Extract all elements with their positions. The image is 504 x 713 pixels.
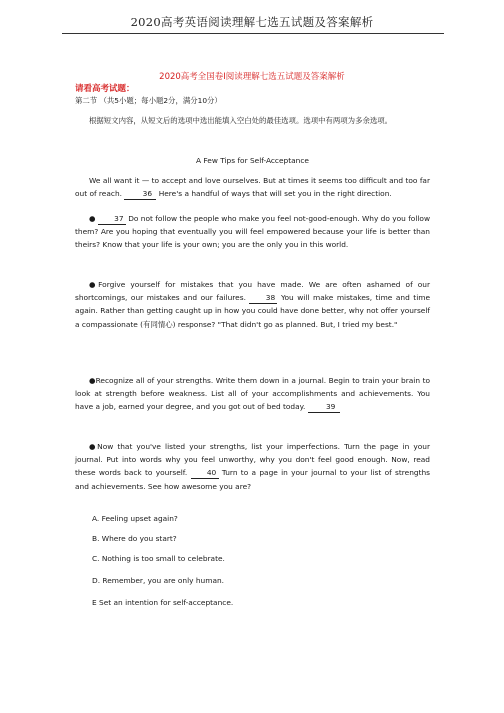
option-d: D. Remember, you are only human.	[92, 576, 225, 585]
option-a: A. Feeling upset again?	[92, 514, 178, 523]
answer-blank-37: 37	[98, 214, 126, 225]
paragraph-tip-2	[75, 278, 430, 331]
paragraph-text: Turn to a page in your journal to your list of strengths and achievements. See how awesome you are?	[75, 468, 431, 491]
bullet-icon: ●	[89, 214, 96, 223]
paragraph-tip-1	[75, 212, 430, 252]
paragraph-text: We all want it — to accept and love ourselves. But at times it seems too difficult and too far out of reach.	[75, 176, 430, 199]
answer-blank-39: 39	[308, 402, 340, 413]
paragraph-text: You will make mistakes, time and time again. Rather than getting caught up in how you could have done better, why not offer yourself a compassionate (有同情心) response? "That didn't go as planned. But, I tried my best."	[75, 293, 430, 329]
paragraph-text: ●Now that you've listed your strengths, list your imperfections. Turn the page in your journal. Put into words why you feel unworthy, why you don't feel good enough. Now, read these words back to yourself.	[75, 442, 430, 478]
option-c: C. Nothing is too small to celebrate.	[92, 554, 225, 563]
article-title: A Few Tips for Self-Acceptance	[196, 156, 309, 165]
option-e: E Set an intention for self-acceptance.	[92, 598, 234, 607]
instructions-paragraph: 根据短文内容，从短文后的选项中选出能填入空白处的最佳选项。选项中有两项为多余选项。	[89, 116, 393, 125]
answer-blank-36: 36	[124, 189, 156, 200]
paragraph-text: Here's a handful of ways that will set you in the right direction.	[158, 189, 392, 199]
header-divider	[62, 33, 444, 34]
paragraph-text: ●Forgive yourself for mistakes that you have made. We are often ashamed of our shortcomings, our mistakes and our failures.	[75, 280, 430, 303]
answer-blank-38: 38	[249, 293, 277, 304]
options-list	[92, 512, 392, 612]
option-b: B. Where do you start?	[92, 534, 177, 543]
paragraph-tip-3	[75, 374, 430, 414]
paragraph-tip-4	[75, 440, 430, 493]
paragraph-intro	[75, 174, 430, 200]
intro-label: 请看高考试题：	[75, 84, 135, 94]
page-header-title: 2020高考英语阅读理解七选五试题及答案解析	[130, 15, 374, 29]
document-title: 2020高考全国卷I阅读理解七选五试题及答案解析	[159, 72, 345, 82]
section-heading: 第二节 （共5小题；每小题2分，满分10分）	[75, 96, 222, 105]
answer-blank-40: 40	[191, 468, 219, 479]
paragraph-text: Do not follow the people who make you feel not-good-enough. Why do you follow them? Are you hoping that eventually you will feel empowered because your life is better than theirs? Know that your life is your own; you are the only you in this world.	[75, 214, 430, 250]
paragraph-text: ●Recognize all of your strengths. Write them down in a journal. Begin to train your brain to look at strength before weakness. List all of your accomplishments and achievements. You have a job, earned your degree, and you got out of bed today.	[75, 376, 430, 412]
